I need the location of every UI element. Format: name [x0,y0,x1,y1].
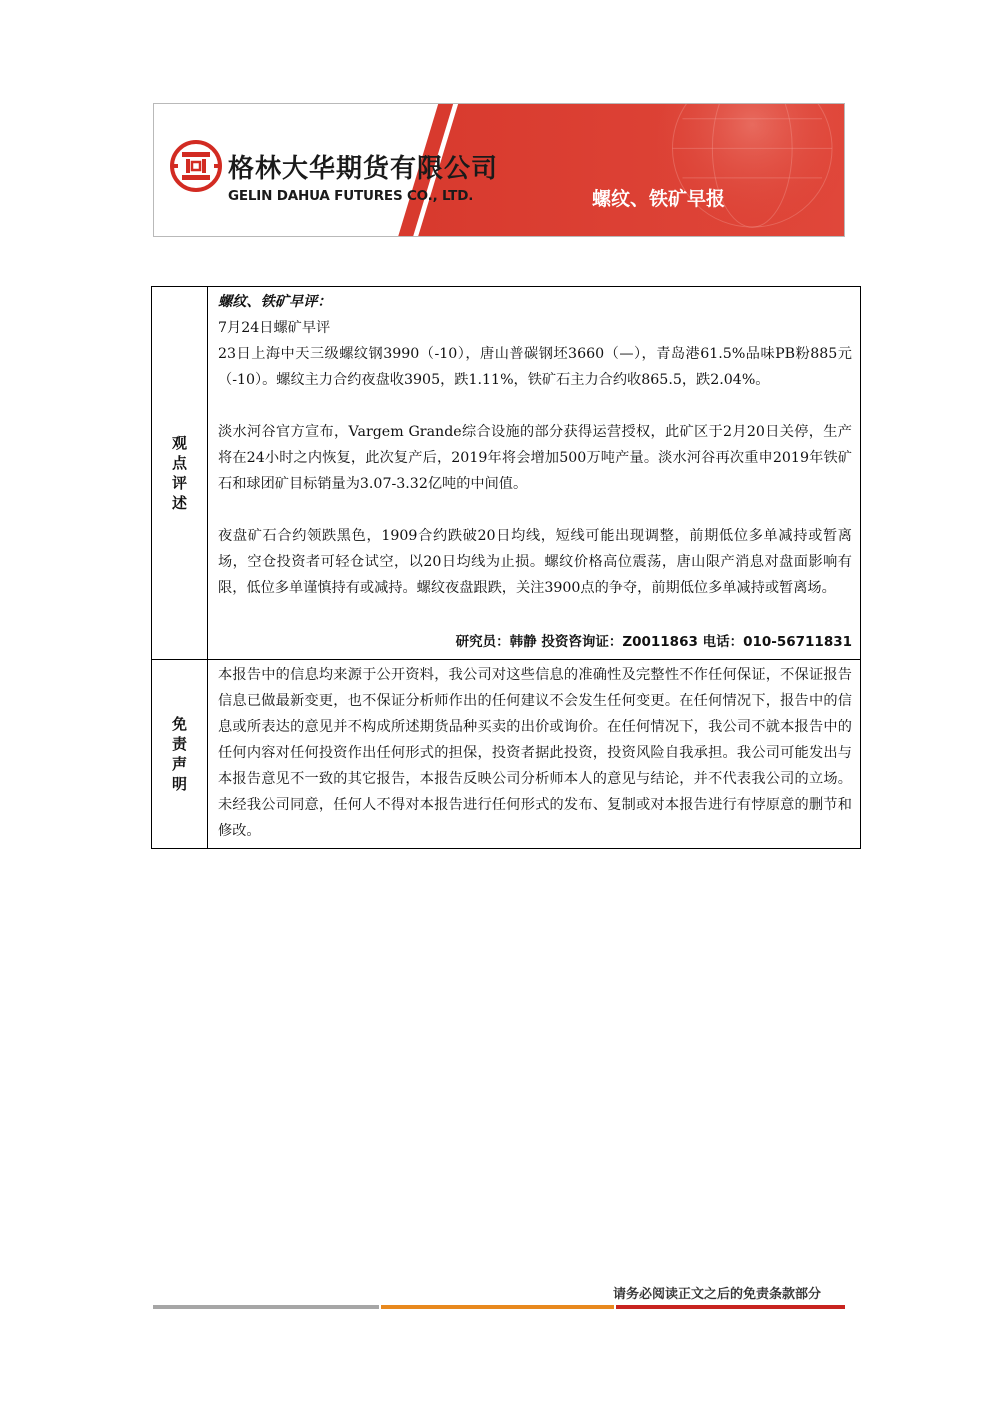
commentary-label-char: 观 [171,434,187,452]
footer-bar-gray [153,1305,379,1309]
footer-bar-red [616,1305,845,1309]
company-name-cn: 格林大华期货有限公司 [228,154,499,184]
commentary-paragraph: 夜盘矿石合约领跌黑色，1909合约跌破20日均线，短线可能出现调整，前期低位多单减持或暂离场，空仓投资者可轻仓试空，以20日均线为止损。螺纹价格高位震荡，唐山限产消息对盘面影响有限，低位多单谨慎持有或减持。螺纹夜盘跟跌，关注3900点的争夺，前期低位多单减持或暂离场。 [218,528,852,596]
disclaimer-label-char: 责 [171,735,187,753]
commentary-paragraph: 淡水河谷官方宣布，Vargem Grande综合设施的部分获得运营授权，此矿区于2月20日关停，生产将在24小时之内恢复，此次复产后，2019年将会增加500万吨产量。淡水河谷再次重申2019年铁矿石和球团矿目标销量为3.07-3.32亿吨的中间值。 [218,424,852,492]
disclaimer-label [152,660,208,849]
commentary-content [208,287,861,660]
header-banner [153,103,845,237]
commentary-label-char: 述 [171,494,187,512]
footer-bar-orange [381,1305,614,1309]
disclaimer-label-char: 声 [171,755,187,773]
report-table [151,286,861,849]
footer-note: 请务必阅读正文之后的免责条款部分 [613,1287,822,1302]
commentary-date-line: 7月24日螺矿早评 [218,320,331,336]
commentary-label [152,287,208,660]
commentary-label-char: 点 [171,454,187,472]
analyst-info: 研究员：韩静 投资咨询证：Z0011863 电话：010-56711831 [455,634,852,650]
disclaimer-text: 本报告中的信息均来源于公开资料，我公司对这些信息的准确性及完整性不作任何保证，不保证报告信息已做最新变更，也不保证分析师作出的任何建议不会发生任何变更。在任何情况下，报告中的信息或所表达的意见并不构成所述期货品种买卖的出价或询价。在任何情况下，我公司不就本报告中的任何内容对任何投资作出任何形式的担保，投资者据此投资，投资风险自我承担。我公司可能发出与本报告意见不一致的其它报告，本报告反映公司分析师本人的意见与结论，并不代表我公司的立场。未经我公司同意，任何人不得对本报告进行任何形式的发布、复制或对本报告进行有悖原意的删节和修改。 [218,667,852,839]
section-title: 螺纹、铁矿早评： [218,294,332,310]
disclaimer-row [152,660,861,849]
company-logo-icon [168,138,224,194]
report-title: 螺纹、铁矿早报 [592,188,726,210]
commentary-paragraph: 23日上海中天三级螺纹钢3990（-10），唐山普碳钢坯3660（—），青岛港61.5%品味PB粉885元（-10）。螺纹主力合约夜盘收3905，跌1.11%，铁矿石主力合约收865.5，跌2.04%。 [218,346,852,388]
company-name-en: GELIN DAHUA FUTURES CO., LTD. [228,188,474,204]
commentary-label-char: 评 [171,474,187,492]
disclaimer-label-char: 免 [171,715,187,733]
commentary-row [152,287,861,660]
disclaimer-label-char: 明 [171,775,187,793]
disclaimer-content [208,660,861,849]
